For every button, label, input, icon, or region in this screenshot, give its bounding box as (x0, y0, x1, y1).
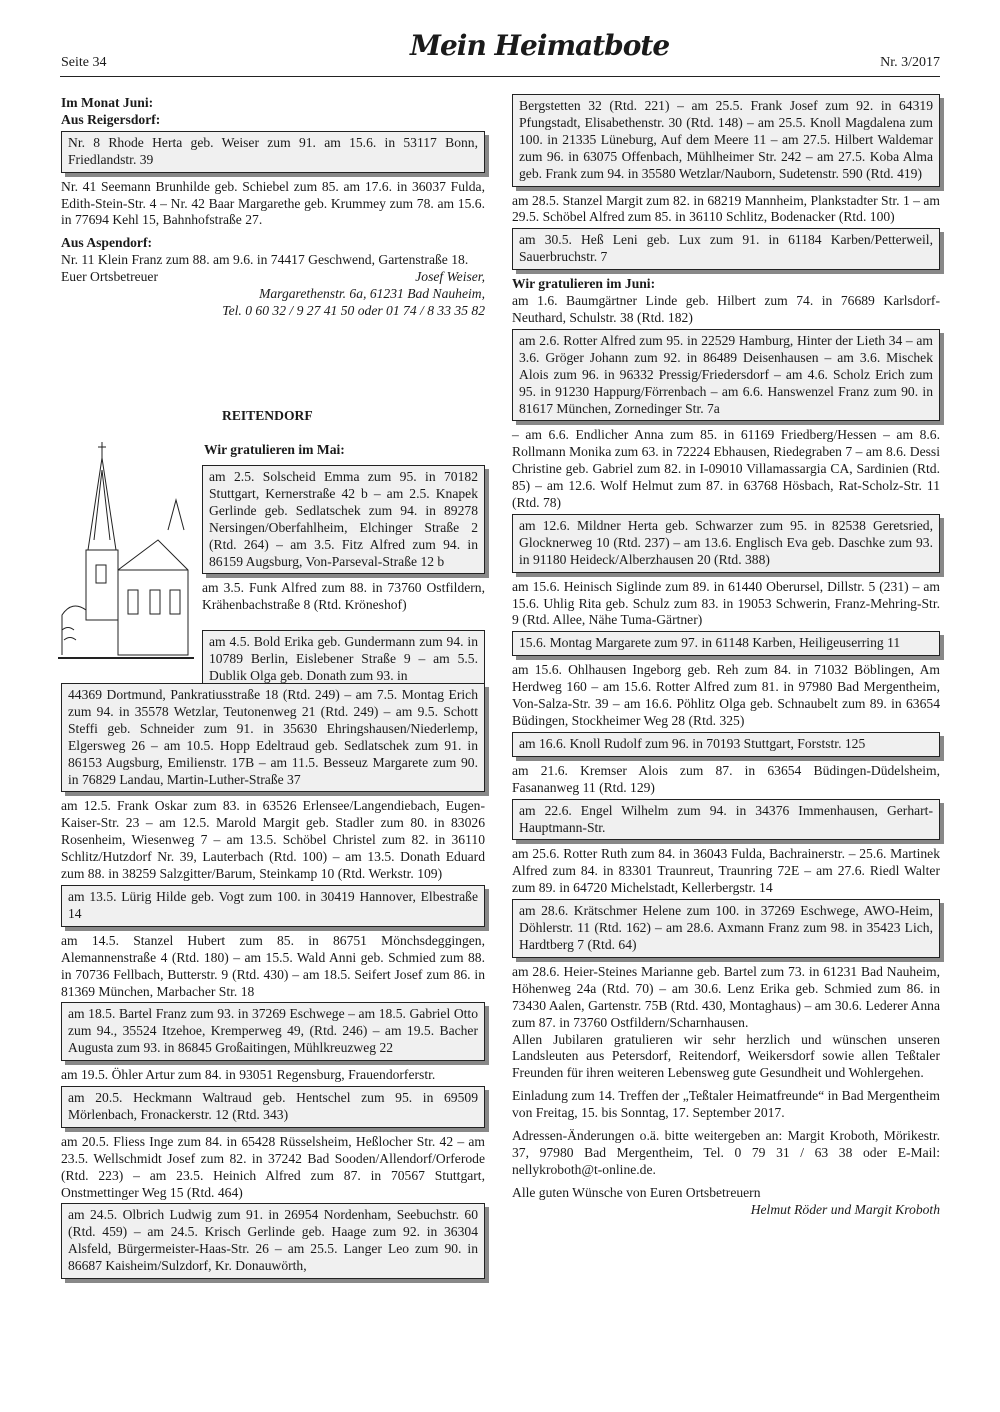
signature-name: Josef Weiser, (415, 269, 485, 285)
village-heading: Aus Reigersdorf: (61, 111, 161, 127)
highlight-box: 15.6. Montag Margarete zum 97. in 61148 Karben, Heiligeuserring 11 (512, 631, 940, 656)
right-column (512, 92, 940, 1219)
paragraph: am 28.6. Heier-Steines Marianne geb. Bartel zum 73. in 61231 Bad Nauheim, Höhenweg 24a (Rtd. 70) – am 30.6. Lenz Erika geb. Schmied zum 86. in 73430 Aalen, Gartenstr. 75B (Rtd. 430, Montaghaus) – am 30.6. Lederer Anna zum 87. in 73760 Ostfildern/Scharnhausen. (512, 963, 940, 1030)
highlight-box: am 30.5. Heß Leni geb. Lux zum 91. in 61184 Karben/Petterweil, Sauerbruchstr. 7 (512, 228, 940, 270)
highlight-box: am 4.5. Bold Erika geb. Gundermann zum 94. in 10789 Berlin, Eislebener Straße 9 – am 5.5. Dublik Olga geb. Donath zum 93. in (202, 630, 485, 688)
paragraph: am 15.6. Ohlhausen Ingeborg geb. Reh zum 84. in 71032 Böblingen, Am Herdweg 160 – am 15.6. Rotter Alfred zum 81. in 97980 Bad Mergentheim, Von-Salza-Str. 39 – am 16.6. Pöhlitz Olga geb. Schnaubelt zum 89. in 63654 Büdingen, Stockheimer Weg 28 (Rtd. 325) (512, 662, 940, 728)
highlight-box: Bergstetten 32 (Rtd. 221) – am 25.5. Frank Josef zum 92. in 64319 Pfungstadt, Elisabethenstr. 30 (Rtd. 148) – am 25.5. Knoll Magdalena zum 100. in 21335 Lüneburg, Auf dem Meere 11 – am 27.5. Hilbert Waldemar zum 96. in 63075 Offenbach, Mühlheimer Str. 242 – am 27.5. Koba Alma geb. Frank zum 94. in 35580 Wetzlar/Nauborn, Sudetenstr. 590 (Rtd. 419) (512, 94, 940, 187)
village-heading: Aus Aspendorf: (61, 235, 153, 251)
paragraph: am 21.6. Kremser Alois zum 87. in 63654 Büdingen-Düdelsheim, Fasananweg 11 (Rtd. 129) (512, 762, 940, 795)
paragraph: Allen Jubilaren gratulieren wir sehr herzlich und wünschen unseren Landsleuten aus Petersdorf, Reitendorf, Weikersdorf sowie allen Teßtaler Freunden für ihren weiteren Lebensweg gute Gesundheit und Wohlergehen. (512, 1031, 940, 1081)
paragraph: Nr. 11 Klein Franz zum 88. am 9.6. in 74417 Geschwend, Gartenstraße 18. (61, 252, 469, 268)
highlight-box: am 16.6. Knoll Rudolf zum 96. in 70193 Stuttgart, Forststr. 125 (512, 732, 940, 757)
highlight-box: am 20.5. Heckmann Waltraud geb. Hentschel zum 95. in 69509 Mörlenbach, Fronackerstr. 12 (Rtd. 343) (61, 1086, 485, 1128)
highlight-box: am 22.6. Engel Wilhelm zum 94. in 34376 Immenhausen, Gerhart-Hauptmann-Str. (512, 799, 940, 841)
paragraph: am 20.5. Fliess Inge zum 84. in 65428 Rüsselsheim, Heßlocher Str. 42 – am 23.5. Wellschmidt Josef zum 82. in 37242 Bad Sooden/Allendorf/Orferode (Rtd. 223) – am 23.5. Heinich Alfred zum 87. in 70567 Stuttgart, Onstmettinger Weg 15 (Rtd. 464) (61, 1133, 485, 1200)
header-rule (60, 76, 940, 77)
highlight-box: am 12.6. Mildner Herta geb. Schwarzer zum 95. in 82538 Geretsried, Glocknerweg 10 (Rtd. 237) – am 13.6. Englisch Eva geb. Daschke zum 93. in 91180 Heideck/Alberzhausen 20 (Rtd. 388) (512, 514, 940, 573)
closing-signature: Helmut Röder und Margit Kroboth (750, 1201, 940, 1217)
paragraph: am 12.5. Frank Oskar zum 83. in 63526 Erlensee/Langendiebach, Eugen-Kaiser-Str. 23 – am 12.5. Marold Margit geb. Stadler zum 80. in 83026 Rosenheim, Wiesenweg 7 – am 13.5. Schöbel Christel zum 82. in 36110 Schlitz/Hutzdorf Nr. 39, Lauterbach (Rtd. 100) – am 13.5. Donath Eduard zum 88. in 38259 Salzgitter/Barum, Steinkamp 10 (Rtd. Werkstr. 109) (61, 798, 485, 882)
church-illustration (58, 440, 194, 666)
paragraph: am 25.6. Rotter Ruth zum 84. in 36043 Fulda, Bachrainerstr. – 25.6. Martinek Alfred zum 84. in 83301 Traunreut, Traunring 72E – am 27.6. Riedl Walter zum 89. in 64720 Michelstadt, Kellerbergstr. 14 (512, 846, 940, 896)
left-column-top (61, 95, 485, 320)
left-column-inset-2 (202, 628, 485, 688)
page-number: Seite 34 (61, 55, 107, 70)
left-column-inset (202, 463, 485, 614)
signature-address: Margarethenstr. 6a, 61231 Bad Nauheim, (259, 286, 485, 302)
paragraph: am 3.5. Funk Alfred zum 88. in 73760 Ostfildern, Krähenbachstraße 8 (Rtd. Kröneshof) (202, 580, 485, 613)
may-heading: Wir gratulieren im Mai: (204, 442, 345, 457)
highlight-box: am 2.5. Solscheid Emma zum 95. in 70182 Stuttgart, Kernerstraße 42 b – am 2.5. Knapek Gerlinde geb. Sedlatschek zum 94. in 89278 Nersingen/Oberfahlheim, Elchinger Straße 2 (Rtd. 264) – am 3.5. Fitz Alfred zum 94. in 86159 Augsburg, Von-Parseval-Straße 12 b (202, 465, 485, 574)
highlight-box: Nr. 8 Rhode Herta geb. Weiser zum 91. am 15.6. in 53117 Bonn, Friedlandstr. 39 (61, 131, 485, 173)
highlight-box: am 13.5. Lürig Hilde geb. Vogt zum 100. in 30419 Hannover, Elbestraße 14 (61, 885, 485, 927)
newspaper-masthead: Mein Heimatbote (410, 29, 670, 62)
paragraph: am 15.6. Heinisch Siglinde zum 89. in 61440 Oberursel, Dillstr. 5 (231) – am 15.6. Uhlig Rita geb. Schulz zum 83. in 19053 Schwerin, Franz-Mehring-Str. 9 (Rtd. Allee, Nähe Tuma-Gärtner) (512, 578, 940, 628)
paragraph: am 19.5. Öhler Artur zum 84. in 93051 Regensburg, Frauendorferstr. (61, 1067, 436, 1083)
left-column-bottom (61, 683, 485, 1285)
highlight-box: 44369 Dortmund, Pankratiusstraße 18 (Rtd. 249) – am 7.5. Montag Erich zum 94. in 35578 Wetzlar, Teutonenweg 21 (Rtd. 249) – am 9.5. Schott Steffi geb. Schneider zum 91. in 35630 Ehringshausen/Niederlemp, Elgersweg 26 – am 10.5. Hopp Edeltraud geb. Sedlatschek zum 91. in 86153 Augsburg, Emilienstr. 17B – am 11.5. Besseuz Margarete zum 90. in 76829 Landau, Martin-Luther-Straße 37 (61, 683, 485, 792)
paragraph: am 14.5. Stanzel Hubert zum 85. in 86751 Mönchsdeggingen, Alemannenstraße 4 (Rtd. 180) – am 15.5. Wald Anni geb. Schmied zum 88. in 70736 Fellbach, Butterstr. 9 (Rtd. 430) – am 18.5. Seifert Josef zum 86. in 81369 München, Marbacher Str. 18 (61, 932, 485, 999)
paragraph: am 28.5. Stanzel Margit zum 82. in 68219 Mannheim, Plankstadter Str. 1 – am 29.5. Schöbel Alfred zum 85. in 36110 Schlitz, Bodenacker (Rtd. 100) (512, 192, 940, 225)
paragraph: Nr. 41 Seemann Brunhilde geb. Schiebel zum 85. am 17.6. in 36037 Fulda, Edith-Stein-Str. 4 – Nr. 42 Baar Margarethe geb. Krummey zum 78. am 15.6. in 77694 Kehl 15, Bahnhofstraße 27. (61, 178, 485, 228)
highlight-box: am 24.5. Olbrich Ludwig zum 91. in 26954 Nordenham, Seebuchstr. 60 (Rtd. 459) – am 24.5. Krisch Gerlinde geb. Haage zum 92. in 36304 Alsfeld, Bürgermeister-Haas-Str. 26 – am 25.5. Langer Leo zum 90. in 86687 Kaisheim/Sulzdorf, Kr. Donauwörth, (61, 1203, 485, 1279)
june-heading: Wir gratulieren im Juni: (512, 276, 656, 292)
highlight-box: am 28.6. Krätschmer Helene zum 100. in 37269 Eschwege, AWO-Heim, Döhlerstr. 11 (Rtd. 162) – am 28.6. Axmann Franz zum 98. in 35423 Lich, Hardtberg 7 (Rtd. 64) (512, 899, 940, 958)
signature-phone: Tel. 0 60 32 / 9 27 41 50 oder 01 74 / 8 33 35 82 (222, 302, 485, 318)
closing-greeting: Alle guten Wünsche von Euren Ortsbetreuern (512, 1184, 761, 1200)
issue-number: Nr. 3/2017 (880, 55, 940, 70)
invitation-paragraph: Einladung zum 14. Treffen der „Teßtaler Heimatfreunde“ in Bad Mergentheim von Freitag, 15. bis Sonntag, 17. September 2017. (512, 1088, 940, 1121)
paragraph: – am 6.6. Endlicher Anna zum 85. in 61169 Friedberg/Hessen – am 8.6. Rollmann Monika zum 63. in 72224 Ebhausen, Riedegraben 7 – am 8.6. Dessi Christine geb. Gabriel zum 82. in I-09010 Villamassargia CA, Sardinien (Rtd. 85) – am 12.6. Wolf Helmut zum 87. in 63768 Hösbach, Rat-Scholz-Str. 11 (Rtd. 78) (512, 427, 940, 511)
section-title-reitendorf: REITENDORF (222, 408, 313, 423)
highlight-box: am 2.6. Rotter Alfred zum 95. in 22529 Hamburg, Hinter der Lieth 34 – am 3.6. Gröger Johann zum 92. in 86489 Deisenhausen – am 3.6. Mischek Alois zum 96. in 96332 Pressig/Friedersdorf – am 4.6. Scholz Erich zum 95. in 91230 Happurg/Förrenbach – am 6.6. Hanswenzel Franz zum 90. in 81617 München, Zornedinger Str. 7a (512, 329, 940, 422)
highlight-box: am 18.5. Bartel Franz zum 93. in 37269 Eschwege – am 18.5. Gabriel Otto zum 94., 35524 Itzehoe, Kremperweg 49, (Rtd. 246) – am 19.5. Bacher Augusta zum 93. in 86845 Großaitingen, Mühlkreuzweg 22 (61, 1002, 485, 1061)
ortsbetreuer-label: Euer Ortsbetreuer (61, 269, 158, 285)
address-change-paragraph: Adressen-Änderungen o.ä. bitte weitergeben an: Margit Kroboth, Mörikestr. 37, 97980 Bad Mergentheim, Tel. 0 79 31 / 63 38 oder E-Mail: nellykroboth@t-online.de. (512, 1128, 940, 1177)
paragraph: am 1.6. Baumgärtner Linde geb. Hilbert zum 74. in 76689 Karlsdorf-Neuthard, Schulstr. 38 (Rtd. 182) (512, 293, 940, 325)
month-heading: Im Monat Juni: (61, 95, 154, 110)
